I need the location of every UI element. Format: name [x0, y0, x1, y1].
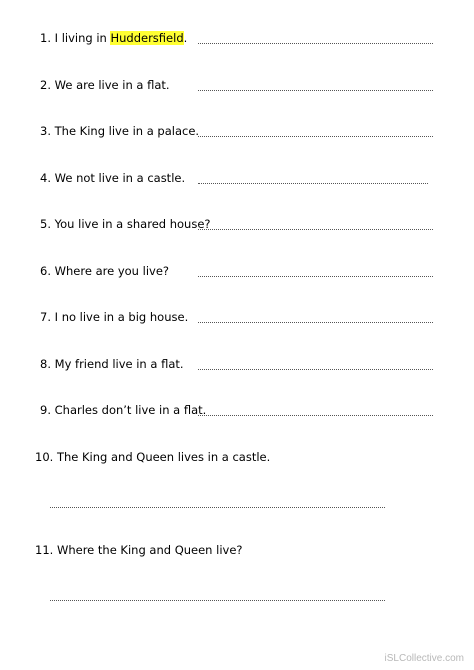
sentence-end: . [183, 31, 188, 45]
highlighted-word: Huddersfield [110, 31, 184, 45]
sentence-text: I living in [54, 31, 111, 45]
sentence-item-6 [40, 262, 169, 280]
sentence-item-10 [35, 448, 270, 466]
answer-line-2[interactable] [198, 80, 433, 91]
answer-line-11[interactable] [50, 590, 385, 601]
answer-line-9[interactable] [198, 405, 433, 416]
sentence-text: The King live in a palace. [54, 124, 200, 138]
item-number: 10. [35, 450, 54, 464]
sentence-text: I no live in a big house. [54, 310, 189, 324]
sentence-item-3 [40, 122, 199, 140]
answer-line-10[interactable] [50, 497, 385, 508]
answer-line-7[interactable] [198, 312, 433, 323]
item-number: 4. [40, 171, 51, 185]
sentence-text: Charles don’t live in a flat. [54, 403, 207, 417]
item-number: 7. [40, 310, 51, 324]
answer-line-6[interactable] [198, 266, 433, 277]
answer-line-5[interactable] [198, 219, 433, 230]
sentence-item-4 [40, 169, 185, 187]
item-number: 6. [40, 264, 51, 278]
sentence-text: We are live in a flat. [54, 78, 170, 92]
sentence-text: Where are you live? [54, 264, 169, 278]
sentence-text: My friend live in a flat. [54, 357, 184, 371]
sentence-item-7 [40, 308, 188, 326]
answer-line-8[interactable] [198, 359, 433, 370]
answer-line-3[interactable] [198, 126, 433, 137]
item-number: 9. [40, 403, 51, 417]
item-number: 1. [40, 31, 51, 45]
sentence-item-11 [35, 541, 243, 559]
item-number: 2. [40, 78, 51, 92]
sentence-item-1 [40, 29, 187, 47]
sentence-item-8 [40, 355, 184, 373]
sentence-item-5 [40, 215, 211, 233]
item-number: 8. [40, 357, 51, 371]
item-number: 3. [40, 124, 51, 138]
site-watermark: iSLCollective.com [384, 653, 464, 664]
sentence-text: You live in a shared house? [54, 217, 211, 231]
sentence-text: We not live in a castle. [54, 171, 186, 185]
sentence-item-2 [40, 76, 170, 94]
answer-line-1[interactable] [198, 33, 433, 44]
sentence-text: The King and Queen lives in a castle. [56, 450, 271, 464]
item-number: 11. [35, 543, 54, 557]
sentence-item-9 [40, 401, 206, 419]
answer-line-4[interactable] [198, 173, 428, 184]
item-number: 5. [40, 217, 51, 231]
sentence-text: Where the King and Queen live? [56, 543, 243, 557]
